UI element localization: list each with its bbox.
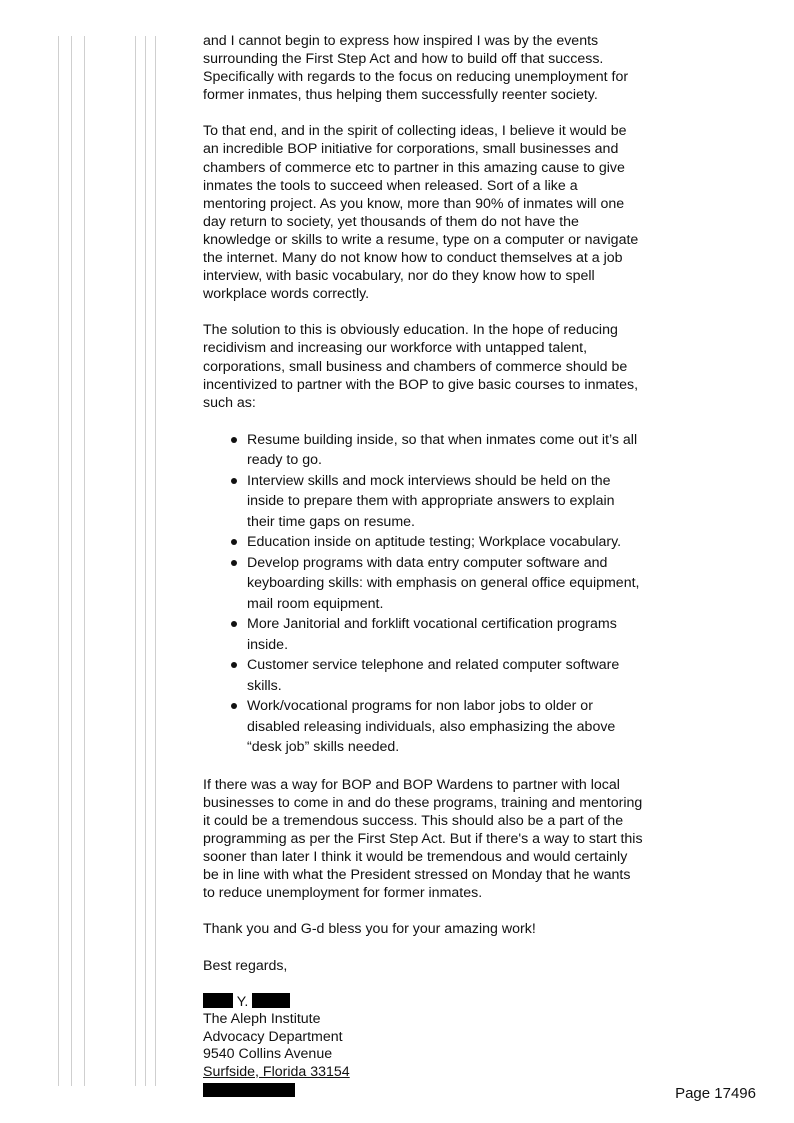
- margin-rule: [135, 36, 136, 1086]
- list-item-text: Develop programs with data entry computer software and keyboarding skills: with emphasis on general office equipment, mail room equipment.: [247, 554, 640, 612]
- paragraph-initiative: To that end, and in the spirit of collecting ideas, I believe it would be an incredible BOP initiative for corporations, small businesses and chambers of commerce etc to partner in this amazing cause to give inmates the tools to succeed when released. Sort of a like a mentoring project. As you know, more than 90% of inmates will one day return to society, yet thousands of them do not have the knowledge or skills to write a resume, type on a computer or navigate the internet. Many do not know how to conduct themselves at a job interview, with basic vocabulary, nor do they know how to spell workplace words correctly.: [203, 123, 639, 303]
- margin-rule: [71, 36, 72, 1086]
- paragraph-solution: The solution to this is obviously education. In the hope of reducing recidivism and increasing our workforce with untapped talent, corporations, small business and chambers of commerce should be incentivized to partner with the BOP to give basic courses to inmates, such as:: [203, 322, 639, 411]
- list-item: [247, 655, 643, 696]
- paragraph-intro: and I cannot begin to express how inspired I was by the events surrounding the First Step Act and how to build off that success. Specifically with regards to the focus on reducing unemployment for former inmates, thus helping them successfully reenter society.: [203, 33, 629, 104]
- bullet-icon: [231, 437, 237, 443]
- signer-name: [203, 993, 643, 1012]
- city-address: Surfside, Florida 33154: [203, 1064, 350, 1080]
- list-item-text: Customer service telephone and related computer software skills.: [247, 657, 620, 694]
- paragraph-partnership: If there was a way for BOP and BOP Wardens to partner with local businesses to come in and do these programs, training and mentoring it could be a tremendous success. This should also be a part of the programming as per the First Step Act. But if there's a way to start this sooner than later I think it would be tremendous and would certainly be in line with what the President stressed on Monday that he wants to reduce unemployment for former inmates.: [203, 776, 643, 902]
- list-item-text: More Janitorial and forklift vocational certification programs inside.: [247, 616, 617, 653]
- margin-rule: [155, 36, 156, 1086]
- redaction-box: [203, 993, 233, 1008]
- organization-name: The Aleph Institute: [203, 1011, 321, 1028]
- signature-block: [203, 993, 643, 1097]
- list-item: [247, 532, 643, 553]
- course-list: [203, 430, 643, 758]
- redaction-box: [203, 1083, 295, 1097]
- margin-rule: [58, 36, 59, 1086]
- list-item-text: Work/vocational programs for non labor jobs to older or disabled releasing individuals, also emphasizing the above “desk job” skills needed.: [247, 698, 616, 756]
- list-item: [247, 553, 643, 615]
- signer-initial: Y.: [236, 993, 249, 1010]
- margin-rule: [84, 36, 85, 1086]
- closing: Best regards,: [203, 957, 288, 974]
- list-item: [247, 471, 643, 533]
- bullet-icon: [231, 539, 237, 545]
- bullet-icon: [231, 703, 237, 709]
- list-item: [247, 430, 643, 471]
- bullet-icon: [231, 621, 237, 627]
- list-item-text: Resume building inside, so that when inmates come out it’s all ready to go.: [247, 431, 638, 469]
- redaction-box: [252, 993, 290, 1008]
- list-item: [247, 614, 643, 655]
- bullet-icon: [231, 662, 237, 668]
- page-number: Page 17496: [675, 1085, 756, 1102]
- list-item: [247, 696, 643, 758]
- letter-body: [203, 32, 643, 1097]
- street-address: 9540 Collins Avenue: [203, 1046, 333, 1063]
- margin-rule: [145, 36, 146, 1086]
- department-name: Advocacy Department: [203, 1028, 343, 1045]
- bullet-icon: [231, 478, 237, 484]
- list-item-text: Education inside on aptitude testing; Workplace vocabulary.: [247, 534, 622, 551]
- list-item-text: Interview skills and mock interviews should be held on the inside to prepare them with appropriate answers to explain their time gaps on resume.: [247, 472, 615, 530]
- bullet-icon: [231, 560, 237, 566]
- paragraph-thanks: Thank you and G-d bless you for your amazing work!: [203, 921, 536, 938]
